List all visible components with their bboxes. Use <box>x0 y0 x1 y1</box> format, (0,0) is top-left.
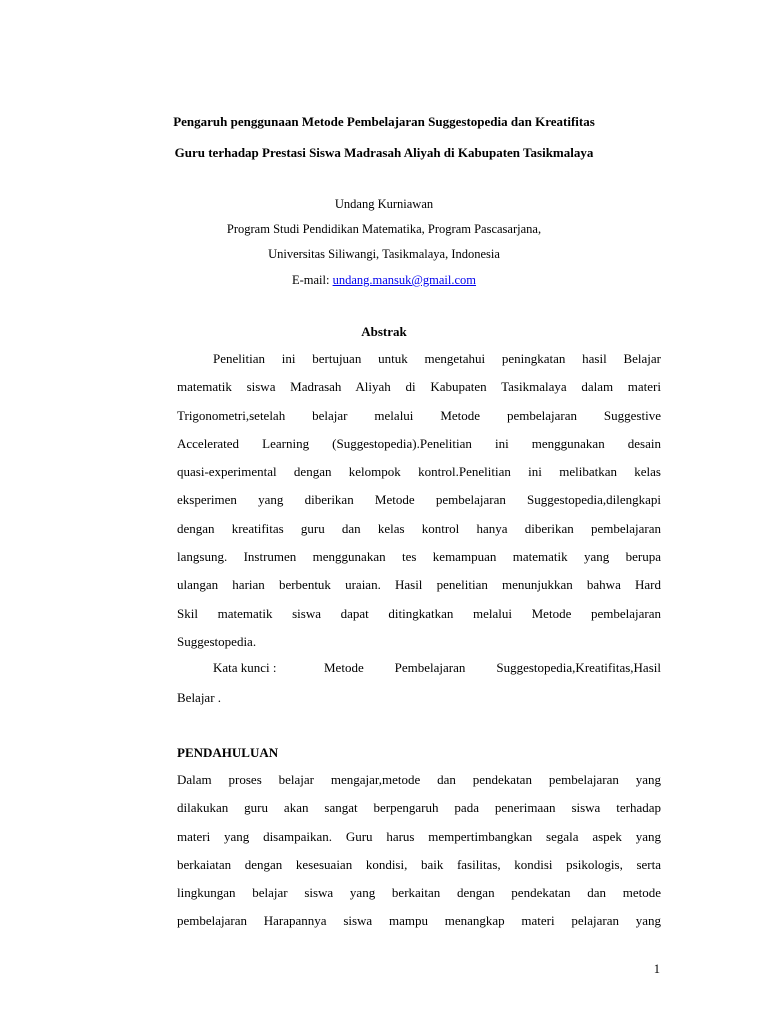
abstract-line: Suggestopedia. <box>177 633 257 649</box>
author-program: Program Studi Pendidikan Matematika, Program Pascasarjana, <box>226 222 542 236</box>
keywords-continuation: Belajar . <box>177 690 222 705</box>
page-number: 1 <box>653 962 660 976</box>
author-email-line <box>0 273 768 288</box>
introduction-line: berkaiatan dengan kesesuaian kondisi, baik fasilitas, kondisi psikologis, serta <box>177 856 661 872</box>
introduction-paragraph <box>177 766 661 936</box>
abstract-line: Accelerated Learning (Suggestopedia).Penelitian ini menggunakan desain <box>177 435 661 451</box>
introduction-line: materi yang disampaikan. Guru harus mempertimbangkan segala aspek yang <box>177 828 661 844</box>
abstract-line: Trigonometri,setelah belajar melalui Metode pembelajaran Suggestive <box>177 407 661 423</box>
introduction-line: Dalam proses belajar mengajar,metode dan pendekatan pembelajaran yang <box>177 772 661 787</box>
introduction-heading: PENDAHULUAN <box>177 745 279 760</box>
keywords-text: Metode Pembelajaran Suggestopedia,Kreatifitas,Hasil <box>324 660 661 675</box>
abstract-line: ulangan harian berbentuk uraian. Hasil penelitian menunjukkan bahwa Hard <box>177 577 661 593</box>
abstract-line: langsung. Instrumen menggunakan tes kemampuan matematik yang berupa <box>177 549 661 565</box>
introduction-line: dilakukan guru akan sangat berpengaruh pada penerimaan siswa terhadap <box>177 800 661 816</box>
email-link[interactable]: undang.mansuk@gmail.com <box>332 273 477 287</box>
introduction-line: pembelajaran Harapannya siswa mampu menangkap materi pelajaran yang <box>177 913 661 929</box>
paper-title-line-1: Pengaruh penggunaan Metode Pembelajaran Suggestopedia dan Kreatifitas <box>173 114 595 129</box>
author-name: Undang Kurniawan <box>334 197 434 211</box>
paper-title-line-2: Guru terhadap Prestasi Siswa Madrasah Aliyah di Kabupaten Tasikmalaya <box>174 145 594 160</box>
email-label: E-mail: <box>291 273 333 287</box>
abstract-paragraph <box>177 345 661 656</box>
abstract-line: quasi-experimental dengan kelompok kontrol.Penelitian ini melibatkan kelas <box>177 464 661 480</box>
keywords-row <box>177 660 661 680</box>
abstract-heading: Abstrak <box>361 324 407 339</box>
introduction-line: lingkungan belajar siswa yang berkaitan dengan pendekatan dan metode <box>177 885 661 901</box>
abstract-line: matematik siswa Madrasah Aliyah di Kabupaten Tasikmalaya dalam materi <box>177 379 661 395</box>
abstract-line: Skil matematik siswa dapat ditingkatkan melalui Metode pembelajaran <box>177 605 661 621</box>
abstract-line: eksperimen yang diberikan Metode pembelajaran Suggestopedia,dilengkapi <box>177 492 661 508</box>
abstract-line: dengan kreatifitas guru dan kelas kontrol hanya diberikan pembelajaran <box>177 520 661 536</box>
author-university: Universitas Siliwangi, Tasikmalaya, Indonesia <box>268 247 500 261</box>
keywords-label: Kata kunci : <box>213 660 277 675</box>
abstract-line: Penelitian ini bertujuan untuk mengetahui peningkatan hasil Belajar <box>213 351 661 366</box>
